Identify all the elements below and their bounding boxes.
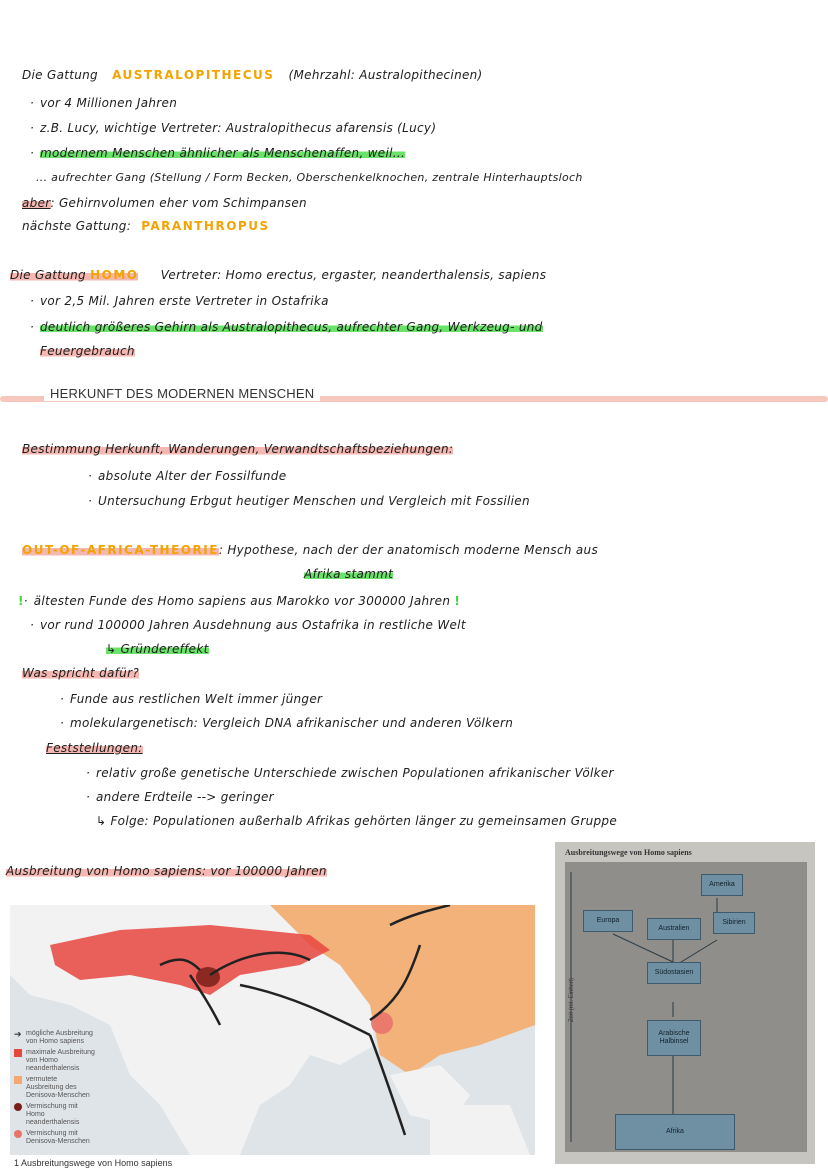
- map-legend: [14, 1030, 96, 1149]
- homo-vertreter: Vertreter: Homo erectus, ergaster, neanderthalensis, sapiens: [160, 268, 547, 282]
- box-afrika: Afrika: [615, 1114, 735, 1150]
- argument-2: · molekulargenetisch: Vergleich DNA afrikanischer und anderen Völkern: [60, 716, 514, 730]
- legend-swatch-orange: [14, 1076, 22, 1084]
- heading-prefix: Die Gattung: [22, 68, 98, 82]
- box-arabische-halbinsel: Arabische Halbinsel: [647, 1020, 701, 1056]
- homo-bullet-1: · vor 2,5 Mil. Jahren erste Vertreter in Ostafrika: [30, 294, 329, 308]
- herkunft-heading: Bestimmung Herkunft, Wanderungen, Verwandtschaftsbeziehungen:: [22, 442, 454, 456]
- founder-line: ↳ Gründereffekt: [106, 642, 209, 656]
- finding-1: · relativ große genetische Unterschiede zwischen Populationen afrikanischer Völker: [86, 766, 614, 780]
- bullet-2: · z.B. Lucy, wichtige Vertreter: Australopithecus afarensis (Lucy): [30, 121, 437, 135]
- finding-2: · andere Erdteile --> geringer: [86, 790, 274, 804]
- theory-line: OUT-OF-AFRICA-THEORIE: Hypothese, nach der der anatomisch moderne Mensch aus: [22, 543, 599, 557]
- homo-bullet-2-cont: Feuergebrauch: [40, 344, 135, 358]
- homo-heading: [10, 268, 546, 282]
- legend-row-homo-sapiens: ➔ mögliche Ausbreitung von Homo sapiens: [14, 1029, 93, 1045]
- diagram-connectors: [565, 862, 807, 1152]
- legend-arrow-icon: ➔: [14, 1029, 22, 1039]
- box-europa: Europa: [583, 910, 633, 932]
- theory-name: OUT-OF-AFRICA-THEORIE: [22, 543, 219, 557]
- legend-swatch-salmon: [14, 1130, 22, 1138]
- detail-line: ... aufrechter Gang (Stellung / Form Becken, Oberschenkelknochen, zentrale Hinterhauptsloch: [36, 171, 583, 184]
- bullet-1: · vor 4 Millionen Jahren: [30, 96, 178, 110]
- homo-heading-prefix: Die Gattung: [10, 268, 86, 282]
- legend-row-mix-denisova: Vermischung mit Denisova-Menschen: [14, 1130, 96, 1146]
- question-line: Was spricht dafür?: [22, 666, 139, 680]
- oldest-line: !· ältesten Funde des Homo sapiens aus Marokko vor 300000 Jahren !: [18, 594, 461, 608]
- next-genus-line: nächste Gattung: PARANTHROPUS: [22, 219, 270, 233]
- legend-row-denisova: vermutete Ausbreitung des Denisova-Menschen: [14, 1076, 96, 1100]
- diagram-photo: [555, 842, 815, 1164]
- spread-line: · vor rund 100000 Jahren Ausdehnung aus Ostafrika in restliche Welt: [30, 618, 466, 632]
- bullet-3: · modernem Menschen ähnlicher als Menschenaffen, weil...: [30, 146, 406, 160]
- diagram-axis-label: Zeit (rel. Einheit): [569, 977, 575, 1022]
- diagram-title: Ausbreitungswege von Homo sapiens: [565, 848, 692, 857]
- box-amerika: Amerika: [701, 874, 743, 896]
- australopithecus-heading: [22, 68, 483, 82]
- box-sibirien: Sibirien: [713, 912, 755, 934]
- divider-title: HERKUNFT DES MODERNEN MENSCHEN: [44, 386, 320, 401]
- legend-swatch-red: [14, 1049, 22, 1057]
- genus-homo: HOMO: [90, 268, 139, 282]
- box-australien: Australien: [647, 918, 701, 940]
- genus-paranthropus: PARANTHROPUS: [141, 219, 270, 233]
- map-caption: 1 Ausbreitungswege von Homo sapiens: [14, 1158, 173, 1168]
- herkunft-item-2: · Untersuchung Erbgut heutiger Menschen und Vergleich mit Fossilien: [88, 494, 530, 508]
- genus-australopithecus: AUSTRALOPITHECUS: [112, 68, 275, 82]
- ausbreitung-heading: Ausbreitung von Homo sapiens: vor 100000 Jahren: [6, 864, 327, 878]
- argument-1: · Funde aus restlichen Welt immer jünger: [60, 692, 323, 706]
- plural-note: (Mehrzahl: Australopithecinen): [288, 68, 483, 82]
- legend-row-mix-neanderthal: Vermischung mit Homo neanderthalensis: [14, 1103, 96, 1127]
- homo-bullet-2: · deutlich größeres Gehirn als Australopithecus, aufrechter Gang, Werkzeug- und: [30, 320, 543, 334]
- findings-label: Feststellungen:: [46, 741, 143, 755]
- diagram-panel: [565, 862, 807, 1152]
- theory-line-cont: Afrika stammt: [304, 567, 394, 581]
- legend-swatch-darkred: [14, 1103, 22, 1111]
- box-suedostasien: Südostasien: [647, 962, 701, 984]
- herkunft-item-1: · absolute Alter der Fossilfunde: [88, 469, 287, 483]
- consequence: ↳ Folge: Populationen außerhalb Afrikas gehörten länger zu gemeinsamen Gruppe: [96, 814, 618, 828]
- legend-row-neanderthal: maximale Ausbreitung von Homo neanderthalensis: [14, 1049, 96, 1073]
- aber-line: aber: Gehirnvolumen eher vom Schimpansen: [22, 196, 307, 210]
